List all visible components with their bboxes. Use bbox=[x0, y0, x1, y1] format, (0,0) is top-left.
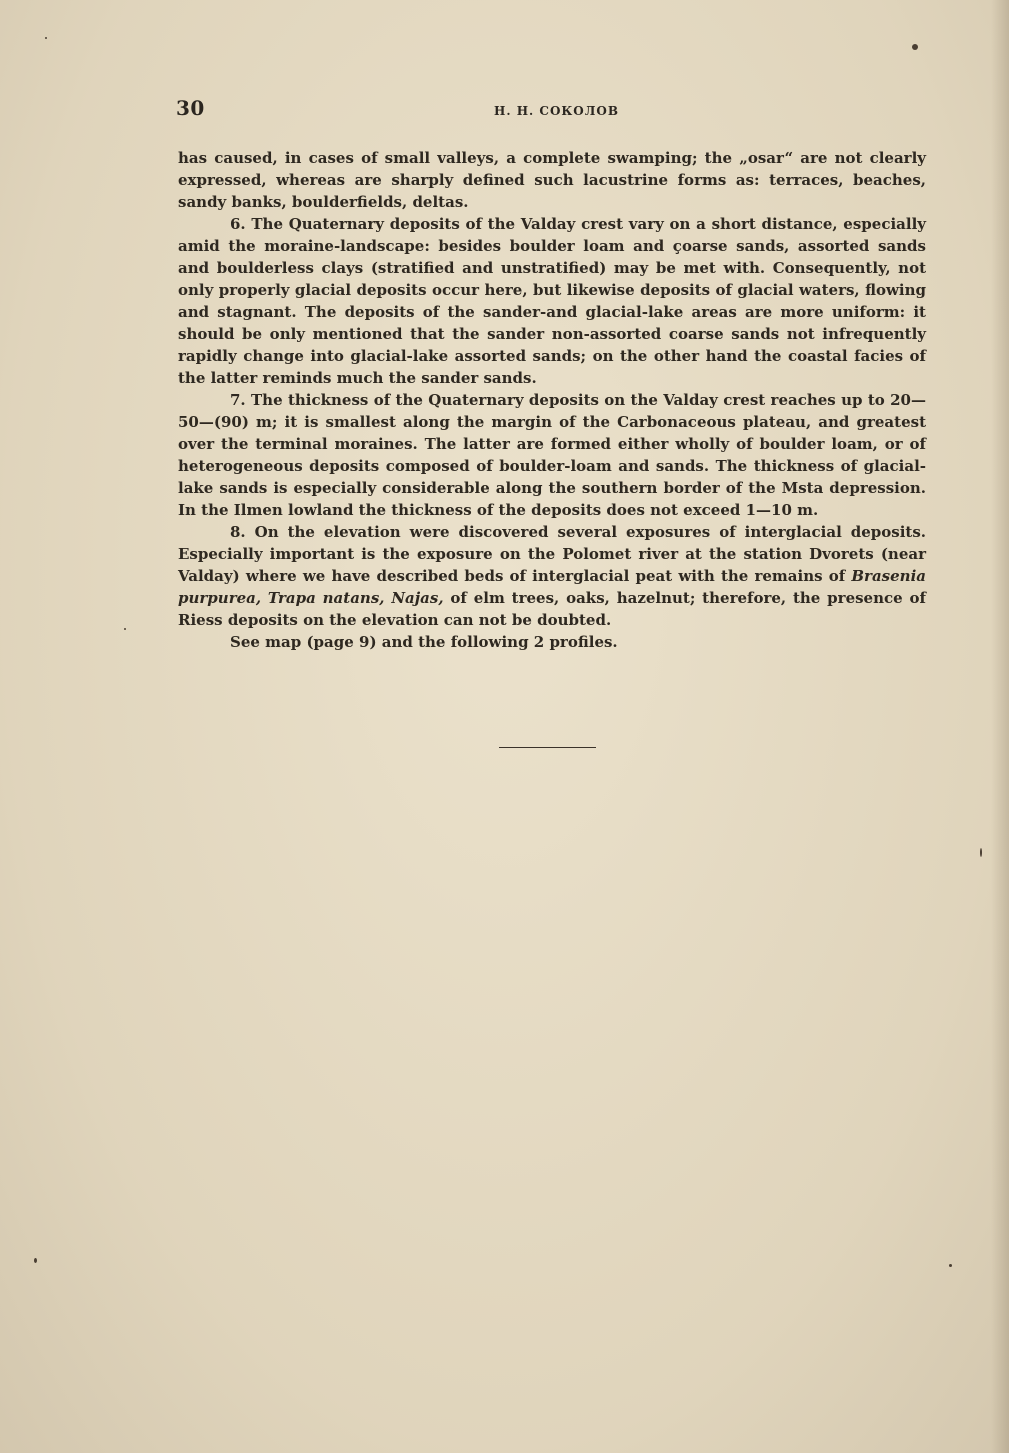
ink-speck bbox=[124, 628, 126, 630]
paragraph-7: 7. The thickness of the Quaternary deposits on the Valday crest reaches up to 20—50—(90) m; it is smallest along the margin of the Carbonaceous plateau, and greatest over the terminal moraines. The latter are formed either wholly of boulder loam, or of heterogeneous deposits composed of boulder-loam and sands. The thickness of glacial-lake sands is especially considerable along the southern border of the Msta depression. In the Ilmen lowland the thickness of the deposits does not exceed 1—10 m. bbox=[178, 391, 926, 519]
ink-speck bbox=[949, 1264, 952, 1267]
paragraph-8 bbox=[178, 521, 926, 631]
ink-speck bbox=[912, 44, 918, 50]
paragraph-6: 6. The Quaternary deposits of the Valday crest vary on a short distance, especially amid the moraine-landscape: besides boulder loam and çoarse sands, assorted sands and boulderless clays (stratified and unstratified) may be met with. Consequently, not only properly glacial deposits occur here, but likewise deposits of glacial waters, flowing and stagnant. The deposits of the sander-and glacial-lake areas are more uniform: it should be only mentioned that the sander non-assorted coarse sands not infrequently rapidly change into glacial-lake assorted sands; on the other hand the coastal facies of the latter reminds much the sander sands. bbox=[178, 215, 926, 387]
running-head: Н. Н. СОКОЛОВ bbox=[494, 104, 619, 118]
ink-speck bbox=[980, 848, 982, 857]
paragraph-continuation: has caused, in cases of small valleys, a complete swamping; the „osar“ are not clearly expressed, whereas are sharply defined such lacustrine forms as: terraces, beaches, sandy banks, boulderfields, deltas. bbox=[178, 149, 926, 211]
section-end-rule bbox=[499, 747, 596, 748]
species-names: Brasenia purpurea, Trapa natans, Najas, bbox=[178, 567, 926, 607]
ink-speck bbox=[45, 37, 47, 39]
paragraph-8-text-a: 8. On the elevation were discovered several exposures of interglacial deposits. Especially important is the exposure on the Polomet river at the station Dvorets (near Valday) where we have described beds of interglacial peat with the remains of bbox=[178, 523, 926, 585]
ink-speck bbox=[34, 1258, 37, 1263]
map-reference: See map (page 9) and the following 2 profiles. bbox=[230, 633, 618, 651]
page-number: 30 bbox=[176, 96, 205, 120]
paragraph-8-text-b: of elm trees, oaks, hazelnut; therefore, the presence of Riess deposits on the elevation can not be doubted. bbox=[178, 589, 926, 629]
page-edge-shadow bbox=[991, 0, 1009, 1453]
body-text bbox=[178, 147, 926, 653]
